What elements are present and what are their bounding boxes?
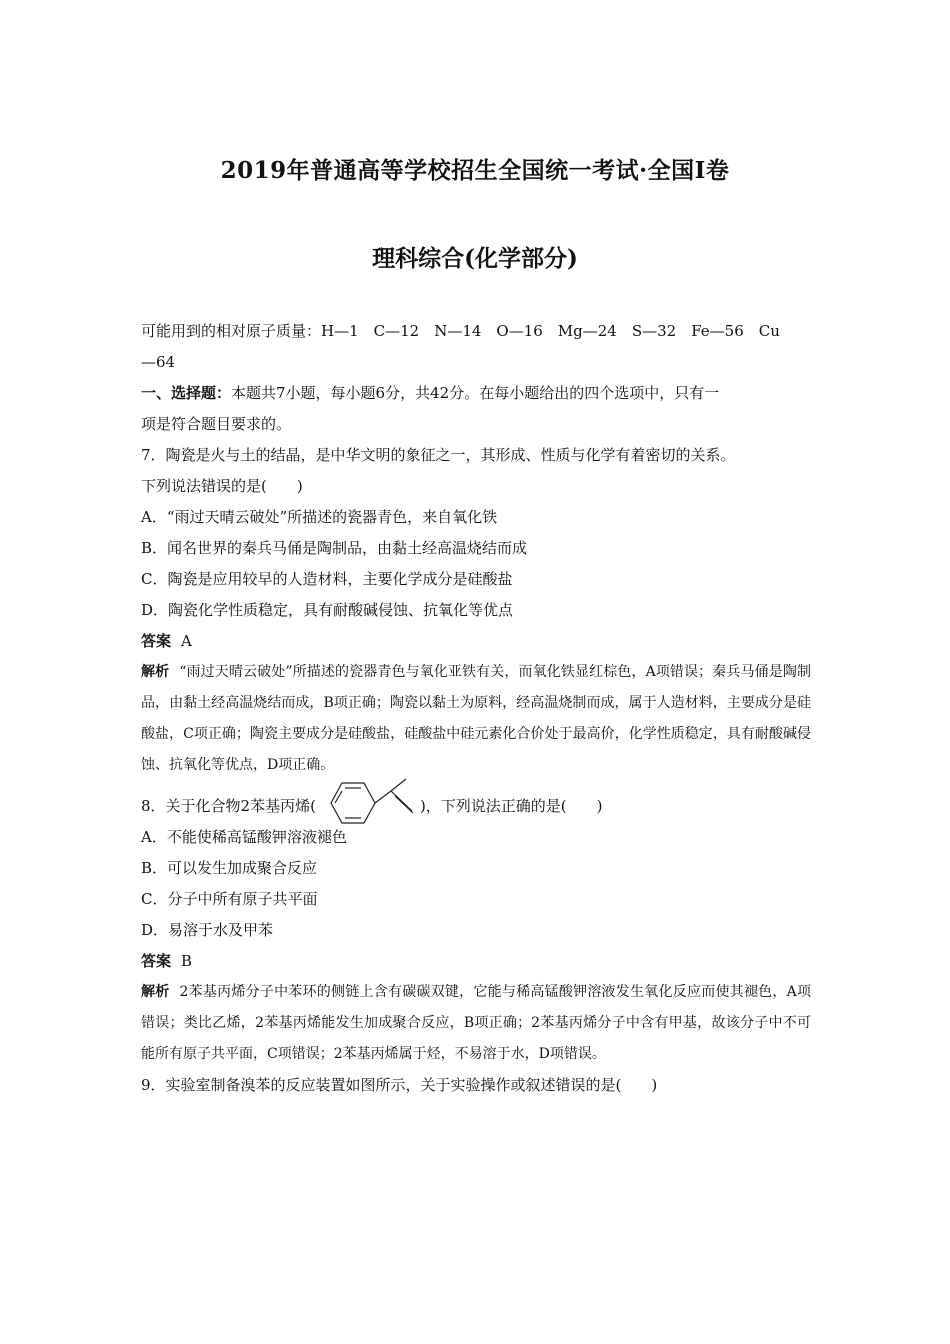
q8-option-c: C．分子中所有原子共平面 [141, 890, 318, 908]
q7-option-b: B．闻名世界的秦兵马俑是陶制品，由黏土经高温烧结而成 [141, 539, 528, 557]
q9-stem: 9．实验室制备溴苯的反应装置如图所示，关于实验操作或叙述错误的是( ) [141, 1076, 658, 1094]
q8-option-b: B．可以发生加成聚合反应 [141, 859, 318, 877]
benzene-ring [331, 783, 375, 823]
q7-option-d: D．陶瓷化学性质稳定，具有耐酸碱侵蚀、抗氧化等优点 [141, 601, 514, 619]
q7-analysis [141, 657, 811, 781]
q8-stem [141, 791, 811, 822]
q7-analysis-text: “雨过天晴云破处”所描述的瓷器青色与氧化亚铁有关，而氧化铁显红棕色，A项错误；秦兵马俑是陶制品，由黏土经高温烧结而成，B项正确；陶瓷以黏土为原料，经高温烧制而成，属于人造材料，主要成分是硅酸盐，C项正确；陶瓷主要成分是硅酸盐，硅酸盐中硅元素化合价处于最高价，化学性质稳定，具有耐酸碱侵蚀、抗氧化等优点，D项正确。 [141, 664, 811, 773]
q8-option-d: D．易溶于水及甲苯 [141, 921, 274, 939]
q8-analysis-label: 解析 [141, 984, 170, 1000]
q7-answer-value: A [181, 632, 192, 650]
exam-subtitle: 理科综合(化学部分) [372, 245, 578, 272]
exam-title: 2019年普通高等学校招生全国统一考试·全国Ⅰ卷 [220, 157, 730, 184]
q7-analysis-label: 解析 [141, 664, 170, 680]
q8-stem-before: 8．关于化合物2苯基丙烯( [141, 797, 316, 815]
q7-answer-label: 答案 [141, 632, 172, 650]
atomic-masses-line2: —64 [141, 353, 176, 371]
atomic-masses-line1: 可能用到的相对原子质量：H—1 C—12 N—14 O—16 Mg—24 S—32 Fe—56 Cu [141, 322, 780, 340]
double-bond-inner [395, 796, 413, 813]
double-bond-outer [391, 791, 412, 811]
q7-answer [141, 626, 811, 657]
section-description: 本题共7小题，每小题6分，共42分。在每小题给出的四个选项中，只有一 [231, 384, 720, 402]
q7-option-a: A．“雨过天晴云破处”所描述的瓷器青色，来自氧化铁 [141, 508, 498, 526]
q7-stem-line1: 7．陶瓷是火与土的结晶，是中华文明的象征之一，其形成、性质与化学有着密切的关系。 [141, 446, 736, 464]
section-description-cont: 项是符合题目要求的。 [141, 415, 292, 433]
section-heading: 一、选择题： [141, 384, 232, 402]
q8-answer-label: 答案 [141, 952, 172, 970]
q8-option-a: A．不能使稀高锰酸钾溶液褪色 [141, 828, 347, 846]
q8-answer [141, 946, 811, 977]
q7-option-c: C．陶瓷是应用较早的人造材料，主要化学成分是硅酸盐 [141, 570, 513, 588]
q8-analysis [141, 977, 811, 1070]
q8-answer-value: B [181, 952, 193, 970]
q8-analysis-text: 2苯基丙烯分子中苯环的侧链上含有碳碳双键，它能与稀高锰酸钾溶液发生氧化反应而使其褪色，A项错误；类比乙烯，2苯基丙烯能发生加成聚合反应，B项正确；2苯基丙烯分子中含有甲基，故该分子中不可能所有原子共平面，C项错误；2苯基丙烯属于烃，不易溶于水，D项错误。 [141, 984, 812, 1062]
q8-stem-after: )，下列说法正确的是( ) [419, 797, 603, 815]
methyl-bond [391, 779, 406, 791]
q7-stem-line2: 下列说法错误的是( ) [141, 477, 303, 495]
exam-content [141, 316, 811, 1101]
ring-to-vinyl-bond [375, 791, 391, 803]
section-heading-line [141, 378, 811, 409]
